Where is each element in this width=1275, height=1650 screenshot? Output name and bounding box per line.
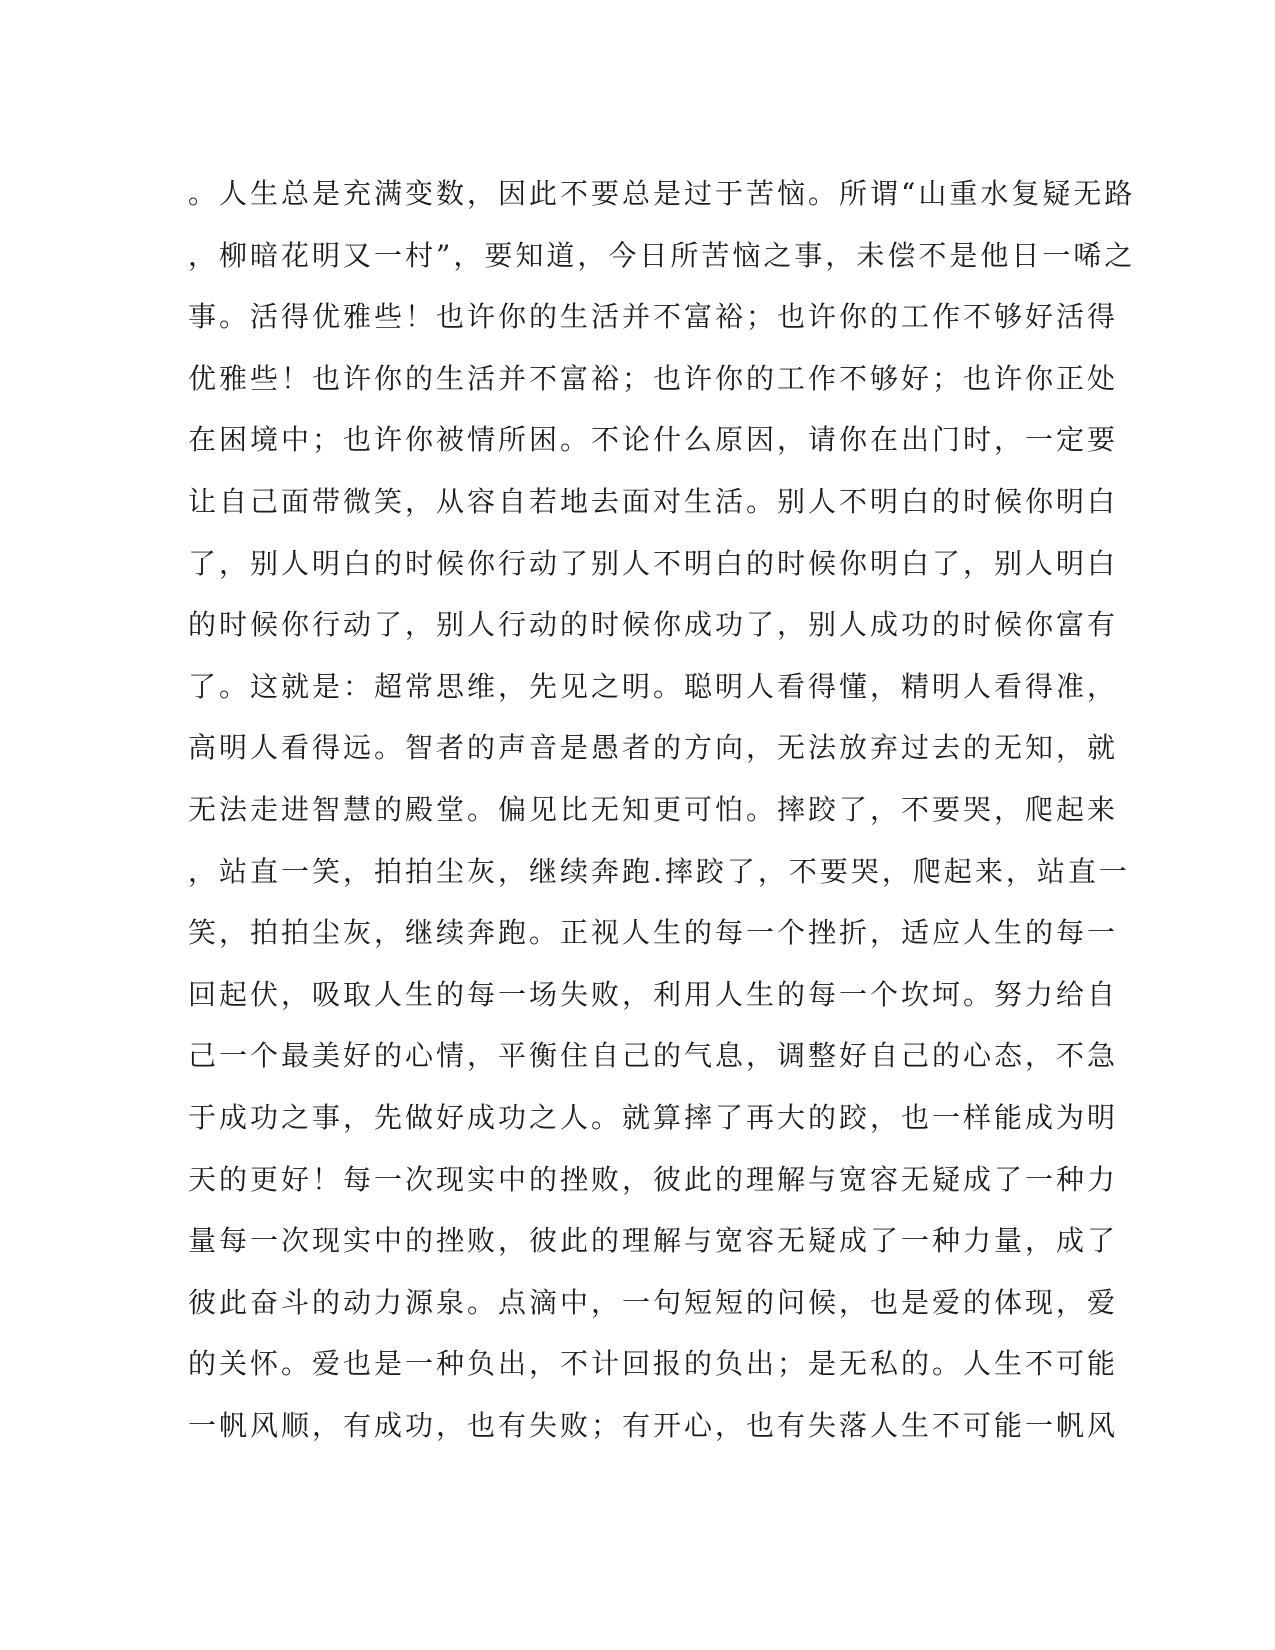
text-line: 的关怀。爱也是一种负出，不计回报的负出；是无私的。人生不可能 bbox=[188, 1347, 1119, 1381]
text-line: ，柳暗花明又一村”，要知道，今日所苦恼之事，未偿不是他日一唏之 bbox=[188, 238, 1136, 272]
text-line: 事。活得优雅些！也许你的生活并不富裕；也许你的工作不够好活得 bbox=[188, 300, 1119, 334]
body-text bbox=[188, 163, 1136, 1456]
text-line: 彼此奋斗的动力源泉。点滴中，一句短短的问候，也是爱的体现，爱 bbox=[188, 1285, 1119, 1319]
text-line: 量每一次现实中的挫败，彼此的理解与宽容无疑成了一种力量，成了 bbox=[188, 1224, 1119, 1258]
text-line: 笑，拍拍尘灰，继续奔跑。正视人生的每一个挫折，适应人生的每一 bbox=[188, 916, 1119, 950]
text-line: 了。这就是：超常思维，先见之明。聪明人看得懂，精明人看得准， bbox=[188, 669, 1119, 703]
text-line: 了，别人明白的时候你行动了别人不明白的时候你明白了，别人明白 bbox=[188, 546, 1119, 580]
text-line: 。人生总是充满变数，因此不要总是过于苦恼。所谓“山重水复疑无路 bbox=[188, 177, 1136, 210]
text-line: 让自己面带微笑，从容自若地去面对生活。别人不明白的时候你明白 bbox=[188, 484, 1119, 518]
text-line: 在困境中；也许你被情所困。不论什么原因，请你在出门时，一定要 bbox=[188, 423, 1119, 457]
text-line: 优雅些！也许你的生活并不富裕；也许你的工作不够好；也许你正处 bbox=[188, 361, 1119, 395]
text-line: 天的更好！每一次现实中的挫败，彼此的理解与宽容无疑成了一种力 bbox=[188, 1162, 1119, 1196]
text-line: ，站直一笑，拍拍尘灰，继续奔跑.摔跤了，不要哭，爬起来，站直一 bbox=[188, 854, 1130, 888]
text-line: 己一个最美好的心情，平衡住自己的气息，调整好自己的心态，不急 bbox=[188, 1039, 1119, 1073]
text-line: 一帆风顺，有成功，也有失败；有开心，也有失落人生不可能一帆风 bbox=[188, 1408, 1119, 1442]
text-line: 无法走进智慧的殿堂。偏见比无知更可怕。摔跤了，不要哭，爬起来 bbox=[188, 792, 1119, 826]
text-line: 的时候你行动了，别人行动的时候你成功了，别人成功的时候你富有 bbox=[188, 608, 1119, 642]
text-line: 于成功之事，先做好成功之人。就算摔了再大的跤，也一样能成为明 bbox=[188, 1100, 1119, 1134]
text-line: 回起伏，吸取人生的每一场失败，利用人生的每一个坎坷。努力给自 bbox=[188, 977, 1119, 1011]
text-line: 高明人看得远。智者的声音是愚者的方向，无法放弃过去的无知，就 bbox=[188, 731, 1119, 765]
